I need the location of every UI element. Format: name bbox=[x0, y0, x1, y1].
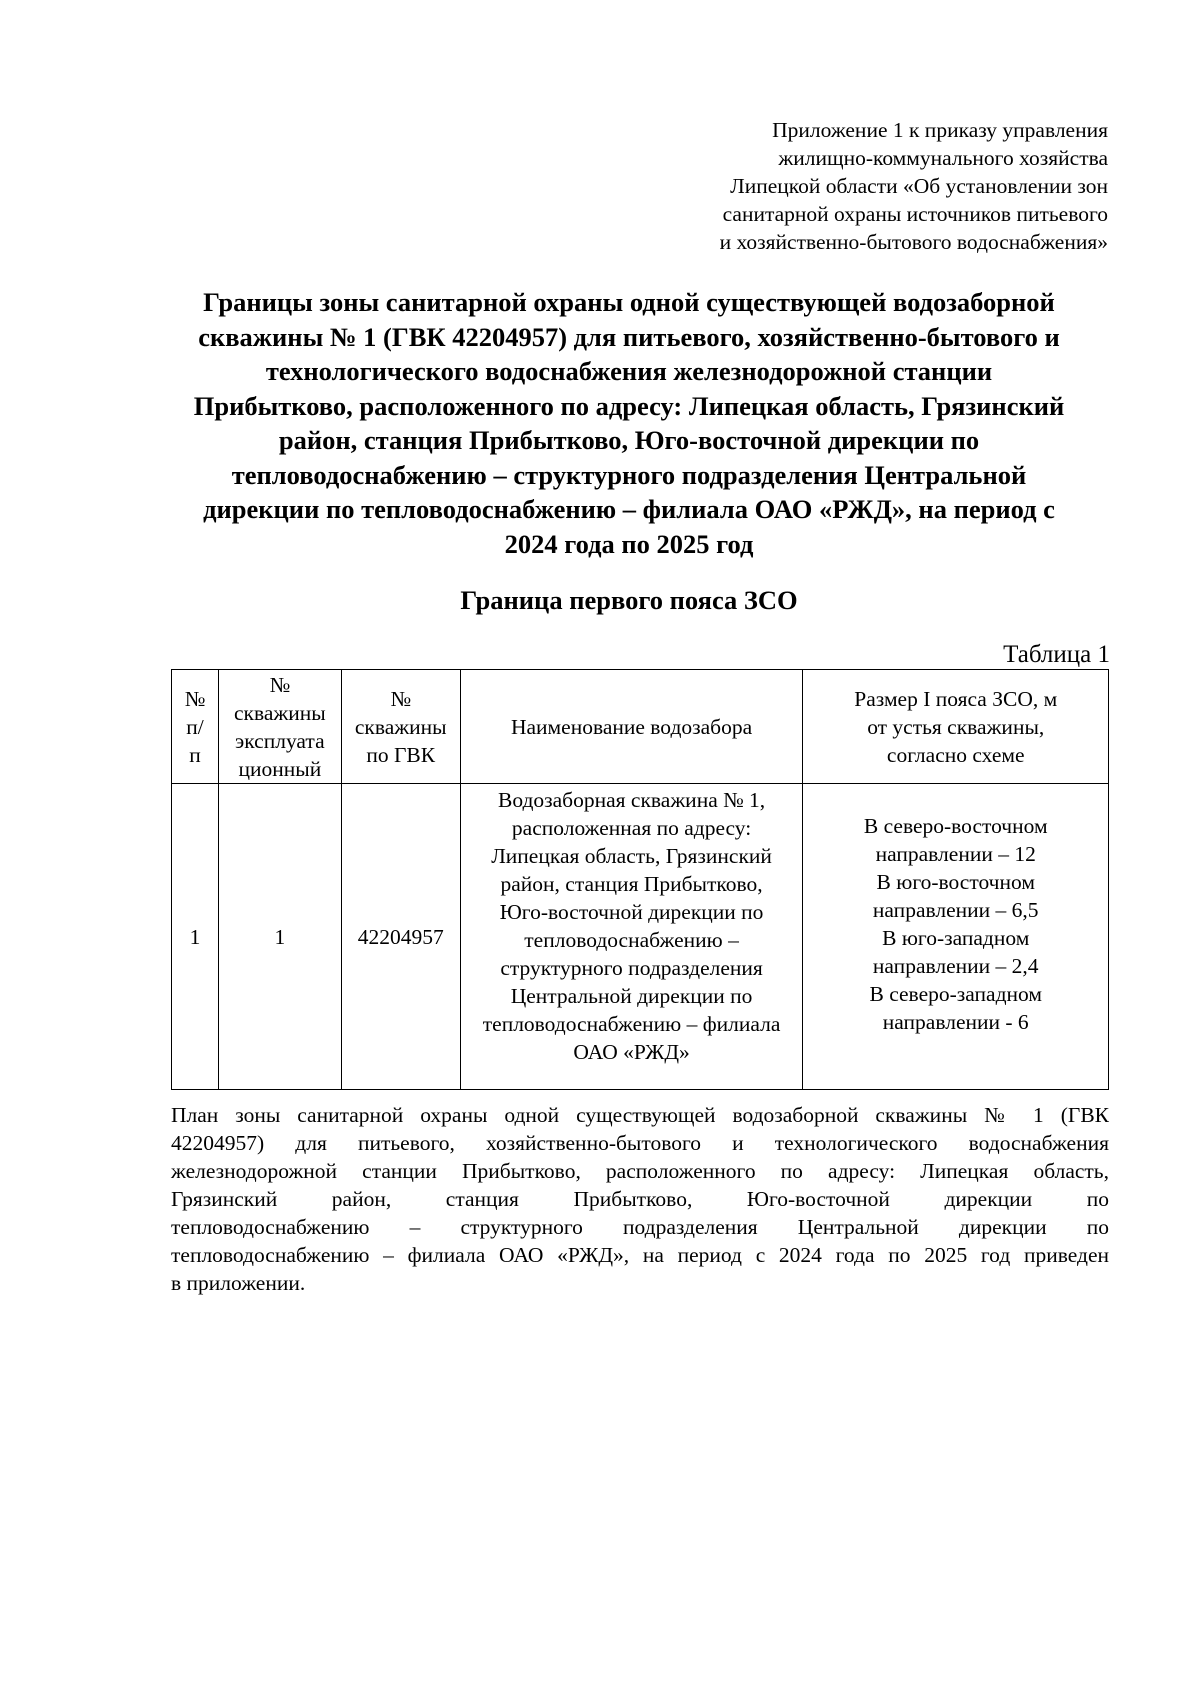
cell-line: Юго-восточной дирекции по bbox=[499, 900, 764, 924]
cell-line: направлении - 6 bbox=[882, 1010, 1029, 1034]
table-row bbox=[172, 784, 1109, 1090]
header-zone-size bbox=[803, 670, 1109, 784]
appendix-line: санитарной охраны источников питьевого bbox=[722, 202, 1108, 226]
title-line: тепловодоснабжению – структурного подразделения Центральной bbox=[231, 459, 1027, 490]
header-line: п/ bbox=[186, 714, 204, 739]
plan-paragraph bbox=[171, 1101, 1109, 1297]
cell-well-operational: 1 bbox=[218, 784, 341, 1090]
cell-row-number: 1 bbox=[172, 784, 219, 1090]
header-intake-name bbox=[460, 670, 803, 784]
cell-line: тепловодоснабжению – филиала bbox=[482, 1012, 781, 1036]
section-title: Граница первого пояса ЗСО bbox=[460, 585, 798, 615]
cell-line: направлении – 2,4 bbox=[872, 954, 1039, 978]
title-line: технологического водоснабжения железнодорожной станции bbox=[265, 356, 993, 386]
cell-line: Центральной дирекции по bbox=[510, 984, 753, 1008]
header-row-number bbox=[172, 670, 219, 784]
appendix-line: жилищно-коммунального хозяйства bbox=[778, 146, 1108, 170]
paragraph-line: в приложении. bbox=[171, 1271, 306, 1295]
appendix-line: и хозяйственно-бытового водоснабжения» bbox=[719, 230, 1108, 254]
cell-line: В северо-восточном bbox=[863, 814, 1048, 838]
title-line: 2024 года по 2025 год bbox=[504, 528, 754, 559]
cell-zone-size bbox=[803, 784, 1109, 1090]
header-line: скважины bbox=[233, 700, 326, 725]
paragraph-line: тепловодоснабжению – филиала ОАО «РЖД», на период с 2024 года по 2025 год приведен bbox=[171, 1243, 1109, 1267]
paragraph-line: 42204957) для питьевого, хозяйственно-бытового и технологического водоснабжения bbox=[171, 1131, 1109, 1155]
header-line: по ГВК bbox=[366, 742, 436, 767]
cell-line: район, станция Прибытково, bbox=[500, 872, 763, 896]
header-line: № bbox=[184, 686, 206, 711]
cell-line: направлении – 12 bbox=[875, 842, 1036, 866]
cell-line: направлении – 6,5 bbox=[872, 898, 1039, 922]
document-title bbox=[150, 285, 1108, 561]
cell-line: структурного подразделения bbox=[500, 956, 763, 980]
header-well-gvk bbox=[341, 670, 460, 784]
cell-line: Липецкая область, Грязинский bbox=[491, 844, 772, 868]
cell-line: В юго-западном bbox=[882, 926, 1030, 950]
title-line: Прибытково, расположенного по адресу: Липецкая область, Грязинский bbox=[193, 390, 1065, 421]
header-line: эксплуата bbox=[235, 728, 325, 753]
table-caption: Таблица 1 bbox=[1003, 641, 1110, 668]
header-line: согласно схеме bbox=[886, 742, 1025, 767]
title-line: дирекции по тепловодоснабжению – филиала ОАО «РЖД», на период с bbox=[203, 494, 1055, 524]
paragraph-line: Грязинский район, станция Прибытково, Юго-восточной дирекции по bbox=[171, 1187, 1109, 1211]
header-line: № bbox=[390, 686, 411, 711]
header-line: № bbox=[269, 672, 291, 697]
cell-intake-name bbox=[460, 784, 803, 1090]
appendix-line: Липецкой области «Об установлении зон bbox=[730, 174, 1108, 198]
cell-line: расположенная по адресу: bbox=[511, 816, 752, 840]
cell-line: В юго-восточном bbox=[876, 870, 1035, 894]
paragraph-line: План зоны санитарной охраны одной существующей водозаборной скважины № 1 (ГВК bbox=[171, 1103, 1109, 1127]
cell-line: тепловодоснабжению – bbox=[524, 928, 739, 952]
cell-line: Водозаборная скважина № 1, bbox=[497, 788, 766, 812]
header-line: от устья скважины, bbox=[867, 714, 1045, 739]
title-line: скважины № 1 (ГВК 42204957) для питьевого, хозяйственно-бытового и bbox=[198, 321, 1060, 352]
header-line: скважины bbox=[354, 714, 447, 739]
appendix-line: Приложение 1 к приказу управления bbox=[772, 118, 1108, 142]
header-line: Наименование водозабора bbox=[510, 714, 753, 739]
table-header-row bbox=[172, 670, 1109, 784]
header-line: п bbox=[189, 742, 201, 767]
header-well-operational bbox=[218, 670, 341, 784]
cell-line: В северо-западном bbox=[869, 982, 1042, 1006]
paragraph-line: тепловодоснабжению – структурного подразделения Центральной дирекции по bbox=[171, 1215, 1109, 1239]
appendix-note bbox=[560, 116, 1108, 256]
zso-table bbox=[171, 669, 1109, 1090]
header-line: ционный bbox=[238, 756, 322, 781]
cell-line: ОАО «РЖД» bbox=[573, 1040, 690, 1064]
header-line: Размер I пояса ЗСО, м bbox=[854, 686, 1058, 711]
paragraph-line: железнодорожной станции Прибытково, расположенного по адресу: Липецкая область, bbox=[171, 1159, 1109, 1183]
title-line: Границы зоны санитарной охраны одной существующей водозаборной bbox=[203, 287, 1055, 317]
title-line: район, станция Прибытково, Юго-восточной дирекции по bbox=[278, 425, 980, 455]
cell-well-gvk: 42204957 bbox=[341, 784, 460, 1090]
